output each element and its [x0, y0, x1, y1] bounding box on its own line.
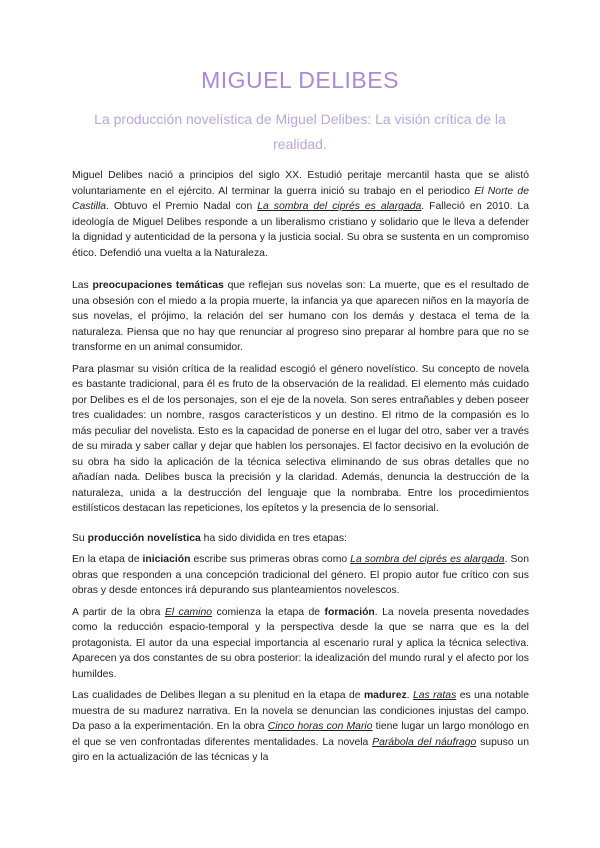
work-title-link: El camino — [164, 606, 213, 618]
text-run: . Son obras que responden a una concepción tradicional del género. El propio autor fue crítico con sus obras y desde entonces irá depurando sus planteamientos novelescos. — [72, 554, 529, 596]
text-run: . — [406, 690, 413, 701]
work-title-link: Las ratas — [413, 690, 457, 701]
bold-term: producción novelística — [87, 532, 201, 544]
text-run: Su — [72, 532, 88, 544]
text-run: escribe sus primeras obras como — [190, 554, 351, 565]
newspaper-title: El Norte de Castilla — [72, 185, 529, 212]
text-run: tiene lugar un largo monólogo en el que se ven confrontadas diferentes mentalidades. La novela — [72, 721, 529, 748]
paragraph-spacer — [72, 261, 529, 278]
paragraph-production-intro — [72, 531, 529, 547]
text-run: A partir de la obra — [72, 606, 165, 618]
text-run: Miguel Delibes nació a principios del siglo XX. Estudió peritaje mercantil hasta que se alistó voluntariamente en el ejército. Al terminar la guerra inició su trabajo en el periodico — [72, 170, 529, 197]
paragraph-biography — [72, 168, 529, 261]
text-run: ha sido dividida en tres etapas: — [200, 532, 347, 544]
text-run: . Falleció en 2010. La ideología de Miguel Delibes responde a un liberalismo cristiano y solidario que le lleva a defender la dignidad y autenticidad de la persona y la justicia social. Su obra se sustenta en un compromiso ético. Defendió una vuelta a la Naturaleza. — [72, 201, 529, 259]
bold-term: formación — [324, 606, 375, 618]
paragraph-themes — [72, 278, 529, 356]
document-title: MIGUEL DELIBES — [201, 67, 399, 93]
paragraph-style: Para plasmar su visión crítica de la realidad escogió el género novelístico. Su concepto de novela es bastante tradicional, para él es fruto de la observación de la realidad. El elemento más cuidado por Delibes es el de los personajes, son el eje de la novela. Son seres entrañables y deben poseer tres cualidades: un nombre, rasgos característicos y un destino. El ritmo de la compasión es lo más peculiar del novelista. Esto es la capacidad de ponerse en el lugar del otro, saber ver a través de su mirada y saber callar y dejar que hablen los personajes. El factor decisivo en la evolución de su obra ha sido la aplicación de la técnica selectiva eliminando de sus obras detalles que no añadían nada. Delibes busca la precisión y la claridad. Además, denuncia la destrucción de la naturaleza, unida a la destrucción del lenguaje que la nombraba. Entre los procedimientos estilísticos destacan las repeticiones, los epítetos y la presencia de lo sensorial. — [72, 363, 529, 514]
bold-term: iniciación — [142, 554, 191, 565]
paragraph-stage-maturity — [72, 688, 529, 766]
document-body — [72, 168, 529, 766]
work-title-link: Parábola del náufrago — [372, 736, 477, 748]
text-run: que reflejan sus novelas son: La muerte, que es el resultado de una obsesión con el miedo a la propia muerte, la infancia ya que aparecen niños en la mayoría de sus novelas, el prójimo, la relación del ser humano con los demás y destaca el tema de la naturaleza. Piensa que no hay que renunciar al progreso sino preparar al hombre para que no se transforme en un animal consumidor. — [72, 280, 530, 353]
document-subtitle: La producción novelística de Miguel Delibes: La visión crítica de la realidad. — [94, 111, 506, 152]
text-run: . Obtuvo el Premio Nadal con — [106, 201, 258, 212]
text-run: Las cualidades de Delibes llegan a su plenitud en la etapa de — [72, 690, 364, 701]
paragraph-spacer — [72, 517, 529, 531]
bold-term: madurez — [363, 690, 407, 701]
work-title-link: Cinco horas con Mario — [267, 721, 373, 732]
paragraph-stage-formation — [72, 605, 529, 683]
text-run: es una notable muestra de su madurez narrativa. En la novela se denuncian las condiciones injustas del campo. Da paso a la experimentación. En la obra — [72, 690, 529, 732]
text-run: supuso un giro en la actualización de las técnicas y la — [72, 736, 529, 763]
text-run: comienza la etapa de — [212, 606, 325, 618]
work-title-link: La sombra del ciprés es alargada — [350, 554, 505, 565]
text-run: En la etapa de — [72, 554, 143, 565]
bold-term: preocupaciones temáticas — [92, 280, 224, 291]
work-title-link: La sombra del ciprés es alargada — [257, 201, 422, 212]
text-run: Las — [72, 280, 93, 291]
text-run: . La novela presenta novedades como la reducción espacio-temporal y la perspectiva desde la que se narra que es la del protagonista. El autor da una especial importancia al escenario rural y aplica la técnica selectiva. Aparecen ya dos constantes de su obra posterior: la idealización del mundo rural y el afecto por los humildes. — [72, 606, 530, 680]
paragraph-stage-initiation — [72, 552, 529, 599]
